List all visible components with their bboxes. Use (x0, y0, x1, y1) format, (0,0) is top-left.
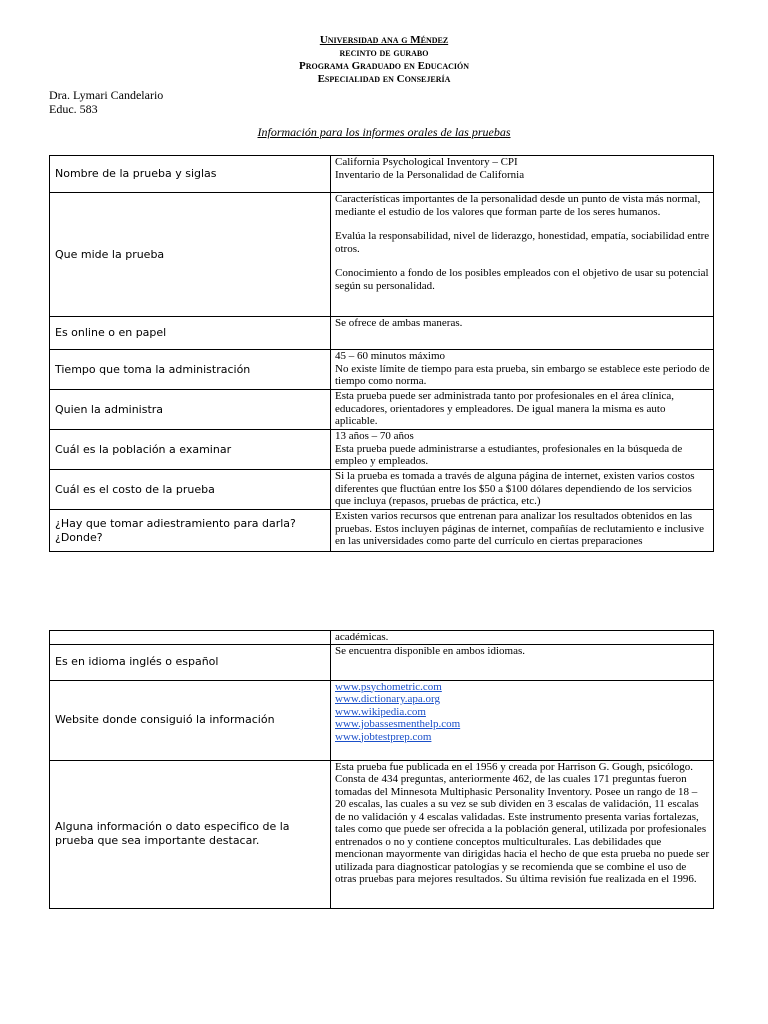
website-link[interactable]: www.jobassesmenthelp.com (335, 718, 461, 730)
answer-cell (331, 631, 714, 645)
question-cell: Es en idioma inglés o español (50, 644, 331, 680)
question-cell: Website donde consiguió la información (50, 680, 331, 760)
answer-cell (331, 430, 714, 470)
question-cell: Que mide la prueba (50, 193, 331, 317)
document-title: Información para los informes orales de las pruebas (257, 125, 511, 139)
website-link[interactable]: www.jobtestprep.com (335, 730, 432, 743)
answer-text: Características importantes de la personalidad desde un punto de vista más normal, mediante el estudio de los valores que forman parte de los seres humanos. (335, 193, 701, 218)
answer-cell (331, 390, 714, 430)
answer-text: Inventario de la Personalidad de California (335, 168, 525, 181)
table-row (50, 430, 714, 470)
answer-text: California Psychological Inventory – CPI (335, 156, 518, 168)
table-row (50, 156, 714, 193)
answer-text: Esta prueba fue publicada en el 1956 y creada por Harrison G. Gough, psicólogo. Consta de 434 preguntas, anteriormente 462, de las cuales 171 preguntas fueron tomadas del Minnesota Multiphasic Personality Inventory. Posee un rango de 18 – 20 escalas, las cuales a su vez se sub dividen en 3 escalas de validación, 11 escalas de no validación y 4 escalas validadas. Este instrumento presenta varias fortalezas, tales como que puede ser ofrecida a la población general, utilizada por profesionales entrenados o no y contiene conceptos multiculturales. Las debilidades que mencionan mayormente van dirigidas hacia el hecho de que esta prueba no puede ser utilizada para diagnosticar patologías y se recomienda que se combine el uso de otras pruebas para mejores resultados. Su última revisión fue realizada en el 1996. (335, 760, 710, 885)
table-row (50, 510, 714, 552)
question-cell: ¿Hay que tomar adiestramiento para darla? ¿Donde? (50, 510, 331, 552)
answer-cell (331, 156, 714, 193)
answer-text: Conocimiento a fondo de los posibles empleados con el objetivo de usar su potencial según su personalidad. (335, 267, 709, 292)
test-info-table-continued (49, 630, 714, 909)
website-link[interactable]: www.dictionary.apa.org (335, 693, 440, 705)
answer-cell (331, 644, 714, 680)
answer-cell (331, 350, 714, 390)
table-row (50, 390, 714, 430)
answer-text: Se ofrece de ambas maneras. (335, 317, 463, 329)
table-row (50, 350, 714, 390)
answer-text: 45 – 60 minutos máximo (335, 350, 445, 362)
university-name: Universidad ana g Méndez (319, 34, 449, 46)
answer-cell (331, 317, 714, 350)
answer-text: académicas. (335, 631, 389, 643)
table-row (50, 317, 714, 350)
question-cell: Quien la administra (50, 390, 331, 430)
answer-text: Esta prueba puede ser administrada tanto por profesionales en el área clínica, educadores, orientadores y empleadores. De igual manera la misma es auto aplicable. (335, 390, 675, 427)
answer-text: No existe límite de tiempo para esta prueba, sin embargo se establece este periodo de tiempo como norma. (335, 362, 710, 387)
answer-text: Se encuentra disponible en ambos idiomas. (335, 644, 526, 657)
answer-cell (331, 760, 714, 908)
answer-text: Esta prueba puede administrarse a estudiantes, profesionales en la búsqueda de empleo y empleados. (335, 442, 683, 467)
table-row (50, 644, 714, 680)
document-header (0, 34, 768, 86)
test-info-table (49, 155, 714, 552)
answer-text: Evalúa la responsabilidad, nivel de liderazgo, honestidad, empatía, sociabilidad entre otros. (335, 230, 710, 255)
website-link[interactable]: www.psychometric.com (335, 680, 442, 693)
answer-cell (331, 193, 714, 317)
question-cell: Nombre de la prueba y siglas (50, 156, 331, 193)
answer-text: Existen varios recursos que entrenan para analizar los resultados obtenidos en las pruebas. Estos incluyen páginas de internet, compañías de reclutamiento e inclusive en las universidades como parte del currículo en ciertas preparaciones (335, 510, 704, 547)
table-row (50, 631, 714, 645)
table-row (50, 760, 714, 908)
answer-cell (331, 510, 714, 552)
program-name: Programa Graduado en Educación (299, 60, 469, 72)
answer-text: Si la prueba es tomada a través de alguna página de internet, existen varios costos diferentes que fluctúan entre los $50 a $100 dólares dependiendo de los servicios que incluya (repasos, pruebas de práctica, etc.) (335, 470, 695, 507)
course-code: Educ. 583 (49, 102, 98, 116)
table-row (50, 193, 714, 317)
professor-name: Dra. Lymari Candelario (49, 88, 164, 102)
answer-cell (331, 680, 714, 760)
question-cell: Cuál es la población a examinar (50, 430, 331, 470)
table-row (50, 680, 714, 760)
answer-text: 13 años – 70 años (335, 430, 414, 442)
question-cell: Es online o en papel (50, 317, 331, 350)
website-link[interactable]: www.wikipedia.com (335, 705, 426, 718)
answer-cell (331, 470, 714, 510)
question-cell: Tiempo que toma la administración (50, 350, 331, 390)
specialty-name: Especialidad en Consejería (317, 73, 451, 85)
campus-name: recinto de gurabo (339, 47, 429, 59)
question-cell: Alguna información o dato especifico de la prueba que sea importante destacar. (50, 760, 331, 908)
table-row (50, 470, 714, 510)
question-cell-empty (50, 631, 331, 645)
question-cell: Cuál es el costo de la prueba (50, 470, 331, 510)
professor-block (49, 88, 163, 116)
